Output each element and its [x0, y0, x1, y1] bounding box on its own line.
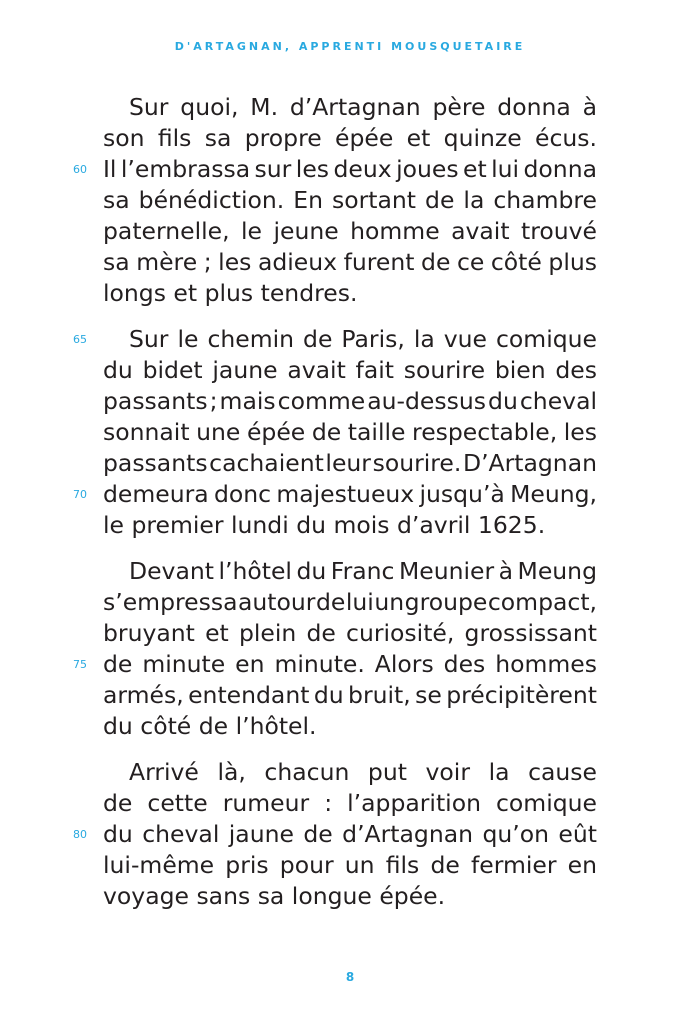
text-line	[103, 247, 597, 278]
line-text: Devant l’hôtel du Franc Meunier à Meung	[129, 557, 597, 585]
line-text: longs et plus tendres.	[103, 279, 358, 307]
line-text: du cheval jaune de d’Artagnan qu’on eût	[103, 820, 597, 848]
text-line	[103, 850, 597, 881]
text-line	[73, 479, 597, 510]
paragraph-gap	[103, 541, 597, 556]
line-text: sa bénédiction. En sortant de la chambre	[103, 186, 597, 214]
text-line	[103, 510, 597, 541]
paragraph-gap	[103, 742, 597, 757]
text-line	[73, 819, 597, 850]
line-text: lui-même pris pour un fils de fermier en	[103, 851, 597, 879]
line-number: 75	[73, 658, 87, 671]
text-line	[73, 154, 597, 185]
text-line	[103, 618, 597, 649]
line-number: 60	[73, 163, 87, 176]
text-line	[103, 680, 597, 711]
text-body	[73, 92, 597, 912]
line-text: Il l’embrassa sur les deux joues et lui donna	[103, 155, 597, 183]
line-text: le premier lundi du mois d’avril 1625.	[103, 511, 546, 539]
line-text: passants cachaient leur sourire. D’Artagnan	[103, 449, 597, 477]
line-text: passants ; mais comme au-dessus du cheval	[103, 387, 597, 415]
line-text: de minute en minute. Alors des hommes	[103, 650, 597, 678]
line-text: armés, entendant du bruit, se précipitèrent	[103, 681, 597, 709]
text-line	[103, 788, 597, 819]
running-header: D'ARTAGNAN, APPRENTI MOUSQUETAIRE	[174, 40, 526, 53]
line-text: de cette rumeur : l’apparition comique	[103, 789, 597, 817]
text-line	[103, 587, 597, 618]
text-line	[103, 185, 597, 216]
text-line	[103, 556, 597, 587]
line-text: sonnait une épée de taille respectable, les	[103, 418, 597, 446]
text-line	[103, 92, 597, 123]
page-number: 8	[345, 970, 355, 984]
paragraph-gap	[103, 309, 597, 324]
line-text: Sur quoi, M. d’Artagnan père donna à	[129, 93, 597, 121]
paragraph	[73, 757, 597, 912]
line-text: paternelle, le jeune homme avait trouvé	[103, 217, 597, 245]
text-line	[103, 711, 597, 742]
line-text: sa mère ; les adieux furent de ce côté plus	[103, 248, 597, 276]
paragraph	[73, 556, 597, 742]
text-line	[103, 216, 597, 247]
line-text: voyage sans sa longue épée.	[103, 882, 446, 910]
line-text: du bidet jaune avait fait sourire bien des	[103, 356, 597, 384]
text-line	[73, 324, 597, 355]
line-number: 80	[73, 828, 87, 841]
text-line	[103, 355, 597, 386]
text-line	[103, 417, 597, 448]
text-line	[103, 757, 597, 788]
line-text: s’empressa autour de lui un groupe compact,	[103, 588, 597, 616]
line-text: du côté de l’hôtel.	[103, 712, 317, 740]
paragraph	[73, 324, 597, 541]
text-line	[73, 649, 597, 680]
text-line	[103, 881, 597, 912]
line-number: 65	[73, 333, 87, 346]
text-line	[103, 123, 597, 154]
text-line	[103, 386, 597, 417]
paragraph	[73, 92, 597, 309]
line-text: bruyant et plein de curiosité, grossissant	[103, 619, 597, 647]
line-number: 70	[73, 488, 87, 501]
text-line	[103, 278, 597, 309]
line-text: Arrivé là, chacun put voir la cause	[129, 758, 597, 786]
line-text: son fils sa propre épée et quinze écus.	[103, 124, 597, 152]
text-line	[103, 448, 597, 479]
line-text: Sur le chemin de Paris, la vue comique	[129, 325, 597, 353]
line-text: demeura donc majestueux jusqu’à Meung,	[103, 480, 597, 508]
